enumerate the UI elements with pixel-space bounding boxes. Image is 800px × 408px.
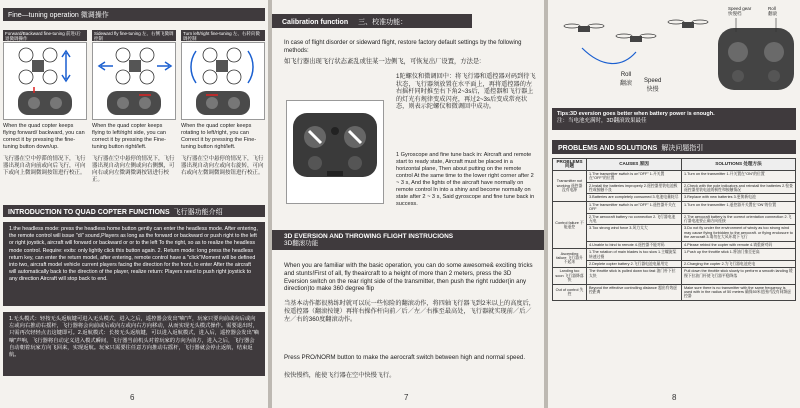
remote-control-icon [718,18,794,90]
roll-button-text-cn: 翻滚 [768,11,777,16]
tune-column-turn [181,30,265,177]
table-row [553,201,796,213]
problem-cell: Control failure 不能遥控 [553,201,587,248]
roll-button-text: Roll [768,6,776,11]
tips-text-en: Tips:3D eversion goes better when battery power is enough. [557,111,715,117]
solution-cell: 1.Push up the throttle stick 1.将油门推至更高 [682,249,796,261]
table-row [553,194,796,201]
calibration-title: Calibration function [282,19,349,26]
speed-gear-text: Speed gear [728,6,752,11]
calibration-steps-cn: 1陀螺仪和微调回中：将飞行器和遥控器对码到待飞状态，飞行器须放置在水平面上，再将遥控器的左右摇杆同时推至右下角2~3s后，遥控器和飞行器上的灯光有规律变成闪亮，再过2~3s后变成常亮状态，则表示陀螺仪和微调回中成功。 [396,73,536,111]
calibration-title-cn: 三、校准功能： [358,19,408,26]
intro-title: INTRODUCTION TO QUAD COPTER FUNCTIONS [8,209,170,216]
tune-text-en: When the quad copter keeps rotating to left/right, you can Correct it by pressing the Fine-tuning button right/left. [181,123,257,150]
controller-illustration [286,100,384,204]
tune-illustration [181,42,265,120]
intro-text-en: 1.the headless mode: press the headless home button gently can enter the headless mode. After entering, the remote control will issue "di" sound,Players as long as the forward or backward or push right to the left or right joystick, aircraft will forward or backward or or to the left To the right, so as to realize the headless mode control. Require: exits: only lightly click this button again. 2. Return mode: long press the headless return key, can enter the return model, after entering, remote control have a "click"Moment will be defined into two, aircraft model vehicle current players facing the direction for the front, to enter After the aircraft will automatically back to the direction of the player, realize return: Players need to push right joystick to any direction Aircraft will stop back to end. [3,222,265,306]
cause-cell: 2.The aerocraft battery no connection 2.飞行器电池无电 [587,213,682,225]
speed-caption [644,78,661,93]
tune-header: Forward/Backward fine-tuning 前进/后退微调操作 [3,30,87,41]
roll-button-label [768,6,777,16]
calibration-intro-cn: 如飞行器出现飞行状态紊乱或往某一边侧飞，可恢复出厂设置，方法是: [284,58,481,65]
tune-header: Sideward fly fine-tuning 左、右侧飞微调控制 [92,30,176,41]
solution-cell: 1.Turn on the transmitter 1.开关置在"ON"的位置 [682,170,796,182]
tips-text-cn: 注：当电池充满时，3D翻滚效果最佳 [557,118,647,124]
table-row [553,284,796,300]
drone-icon [191,48,253,84]
eversion-text-cn: 当基本动作都很熟练时就可以玩一些惊险的翻滚动作，将四轴飞行器飞到2米以上的高度后，按遥控器（翻滚按键）再将右操作杆向前／后／左／右推至最高处，飞行器就实现前／后／左／右的360度翻滚动作。 [284,300,535,323]
page-number: 7 [404,393,409,402]
problem-cell: Landing too soon 飞行器降落快 [553,268,587,284]
problems-title: PROBLEMS AND SOLUTIONS [558,145,658,152]
manual-page-7 [272,0,544,408]
drone-icon [99,48,171,84]
cause-cell: 1.The transmitter switch is on"OFF" 1.开关置在"OFF"的位置 [587,170,682,182]
table-row [553,225,796,241]
table-row [553,249,796,261]
speed-label-cn: 快慢 [646,87,659,93]
problem-cell: Out of control 失控 [553,284,587,300]
column-header: SOLUTIONS 处理方法 [682,159,796,171]
cause-cell: 1.The rotation of main blades is too slow 1.主螺旋桨转速过慢 [587,249,682,261]
fine-tuning-title: Fine—tuning operation 微调操作 [3,8,265,21]
column-header: PROBLEMS 问题 [553,159,587,171]
manual-page-8 [548,0,800,408]
table-row [553,241,796,248]
problems-heading [552,140,796,154]
cause-cell: 3.Batteries are completely consumed 3.电池电量耗尽 [587,194,682,201]
solution-cell: 2.Check with the pole indicators and reinstall the batteries 2.检查遥控器里装电池的极性和接触情况 [682,182,796,194]
drone-icon [564,24,604,32]
cause-cell: Beyond the effective controlling distance 超出有效遥控距离 [587,284,682,300]
table-row [553,170,796,182]
intro-title-cn: 飞行器功能介绍 [173,209,223,216]
roll-caption [620,72,632,87]
cause-cell: 2.Deplete copter battery 2.飞行器电池电量用完 [587,260,682,267]
eversion-text-en: When you are familiar with the basic operation, you can do some awesome& exciting tricks and stunts!First of all, fly theaircraft to a height of more than 2 meters, press the 3D Eversion switch on the rear right side of the transmitter, then push the right rudder(in any direction)to make 360 degree flip [284,262,533,293]
roll-speed-illustration [552,8,712,104]
table-header-row [553,159,796,171]
controller-illustration [716,6,796,104]
page-number: 8 [672,393,677,402]
column-header: CAUSES 原因 [587,159,682,171]
solution-cell: 4.Please rebind the copter with remote 4.请重新对码 [682,241,796,248]
tune-header: Turn left/right fine-tuning 左、右转向微调控制 [181,30,265,41]
calibration-heading [272,14,472,28]
eversion-title-cn: 3D翻滚功能 [284,240,319,247]
eversion-title: 3D EVERSION AND THROWING FLIGHT INSTRUCIONS [284,233,454,240]
manual-page-6 [0,0,268,408]
solution-cell: 3.Replace with new batteries 3.更换新电池 [682,194,796,201]
roll-label-cn: 翻滚 [620,81,633,87]
cause-cell: 1.The transmitter switch is on"OFF" 1.遥控器开关在OFF [587,201,682,213]
problem-cell: Transmitter not working 遥控器没有电源 [553,170,587,201]
calibration-intro-en: In case of flight disorder or sideward flight, restore factory default settings by the following methods: [284,40,522,54]
eversion-heading [272,230,544,250]
solution-cell: 2.Charging the copter 2.为飞行器电池充电 [682,260,796,267]
solution-cell: 1.Turn on the transmitter 1.遥控器开关置在"ON"的位置 [682,201,796,213]
roll-arrow-icon [582,48,636,64]
tips-banner [552,108,796,130]
cause-cell: The throttle stick is pulled down too fast 油门杆下拉太快 [587,268,682,284]
speed-text-en: Press PRO/NORM button to make the aerocraft switch between high and normal speed. [284,354,526,361]
troubleshooting-table [552,158,796,301]
tune-text-cn: 飞行器在空中悬停的情况下，飞行器出现自动向左或向右旋转，可向右或向左微调微调按钮进行校正。 [181,156,264,176]
drone-icon [616,34,656,42]
problems-title-cn: 解决问题指引 [661,145,704,152]
solution-cell: Pull down the throttle stick slowly to perform a smooth landing 缓慢下拉油门杆使飞行器平稳降落 [682,268,796,284]
table-row [553,182,796,194]
tune-illustration [3,42,87,120]
tune-column-forward [3,30,87,177]
solution-cell: Make sure there is no transmitter with the same frequency is used with in the radius of 50 meters 确保50米范围内没有同频遥控器 [682,284,796,300]
table-row [553,213,796,225]
calibration-steps-en: 1 Gyroscope and fine tune back in: Aircraft and remote start to ready state, Aircraft must be placed in a horizontal plane, Then about putting on the remote control At the same time to the lower right corner after 2 ~ 3 s, And the lights of the aircraft have normally on remote control In into a shiny and become normally on state after 2 ~ 3 s, Said gyroscope and fine tune back in success. [396,152,535,207]
table-row [553,268,796,284]
roll-label: Roll [620,72,632,78]
cause-cell: 4.Unable to bind to remote 4.遥控器不能对码 [587,241,682,248]
speed-gear-text-cn: 快慢档 [728,11,742,16]
speed-gear-label [728,6,751,16]
cause-cell: 2.Install the batteries improperly 2.遥控器里装电池极性或接触不良 [587,182,682,194]
solution-cell: 2.The aerocraft battery is the correct orientation connection 2.飞行器电池要正确方向连接 [682,213,796,225]
intro-functions-heading [3,205,265,217]
problem-cell: Ascending failure 飞行器升不起来 [553,249,587,268]
intro-text-cn: 1.无头模式：轻按无头返航键可进入无头模式，进入之后，遥控器会发出"嘀"声，玩家只要向前或向后或向左或向右推动右摇杆，飞行器将会向前或后或向左或向右方向移动，从而实现无头模式操作。需要退出时，只需再次轻轻点击这键即可。2.返航模式：长按无头返航键，可以进入返航模式，进入后，遥控器会发出"嘀嘀"声响，飞行器将自动定义进入模式瞬间，飞行器当前机头对着玩家的方向为前方，进入之后，飞行器会自动朝着玩家方向飞回来，实现返航。玩家只需要往任意方向推动右摇杆，飞行器就会停止返航，结束返航。 [3,312,265,376]
remote-control-icon [18,87,72,115]
tune-text-cn: 飞行器在空中停滞的情况下，飞行器出现自动向前或向后飞行，可向下或向上微调微调按钮进行校正。 [3,156,86,176]
remote-control-icon [107,91,161,115]
remote-control-icon [293,113,377,177]
page-number: 6 [130,393,135,402]
tune-text-en: When the quad copter keeps flying to left/right side, you can correct it by pressing the Fine-tuning button right/left. [92,123,166,150]
cause-cell: 3.Too strong wind force 3.风力太大 [587,225,682,241]
tune-column-sideward [92,30,176,184]
tune-illustration [92,42,176,120]
drone-icon [668,20,708,28]
tune-text-cn: 飞行器在空中悬停的情况下，飞行器出现自动向左侧或向右侧飘，可向右或向左微调微调按钮进行校正。 [92,156,175,183]
tune-text-en: When the quad copter keeps flying forward/ backward, you can correct it by pressing the fine-tuning button down/up. [3,123,85,150]
drone-icon [19,48,70,84]
table-row [553,260,796,267]
remote-control-icon [196,91,250,115]
solution-cell: 3.Do not fly under the environment of windy as too strong wind may cause flying forbidden to the aerocraft. or flying enclosure to the aerocraft 3.请勿在大风环境下飞行 [682,225,796,241]
speed-text-cn: 按快慢档，能使飞行器在空中快慢飞行。 [284,372,396,379]
speed-label: Speed [644,78,662,84]
